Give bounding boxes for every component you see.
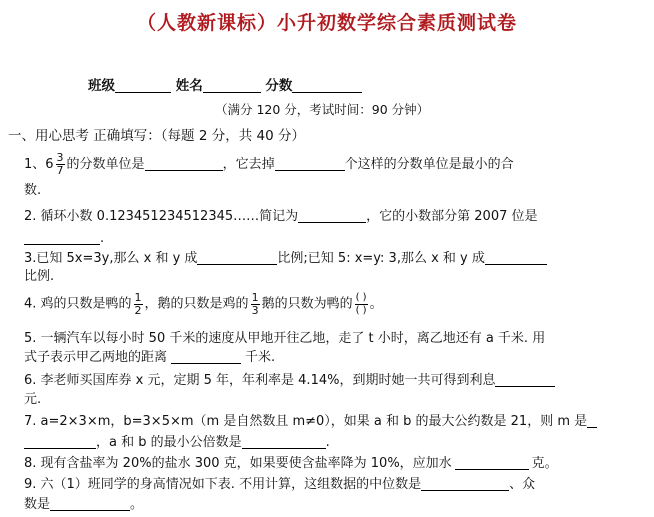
q2-text-c: . bbox=[100, 231, 105, 246]
q6-text-a: 6. 李老师买国库券 x 元，定期 5 年，年利率是 4.14%，到期时她一共可得到利息 bbox=[24, 373, 496, 388]
q5-text-c: 千米. bbox=[245, 350, 276, 365]
question-2 bbox=[24, 208, 538, 226]
name-blank bbox=[203, 77, 261, 93]
q7-blank-1-cont bbox=[24, 434, 96, 449]
q6-blank bbox=[495, 372, 555, 387]
q9-text-d: 。 bbox=[130, 497, 144, 512]
question-1-cont: 数. bbox=[24, 183, 42, 198]
q1-blank-1 bbox=[145, 156, 223, 171]
q9-blank-1 bbox=[421, 476, 509, 491]
question-2-cont bbox=[24, 230, 104, 248]
page-title: （人教新课标）小升初数学综合素质测试卷 bbox=[136, 12, 517, 34]
q4-text-b: ，鹅的只数是鸡的 bbox=[144, 296, 249, 312]
q2-blank-2 bbox=[24, 230, 100, 245]
q4-fraction-2-denominator: 3 bbox=[251, 304, 259, 317]
question-3 bbox=[24, 250, 547, 268]
q4-fraction-1-numerator: 1 bbox=[134, 291, 142, 304]
q4-fraction-blank-numerator: ( ) bbox=[355, 292, 367, 303]
name-label: 姓名 bbox=[175, 78, 203, 94]
q4-fraction-1 bbox=[134, 292, 143, 317]
q8-blank bbox=[455, 455, 529, 470]
class-blank bbox=[115, 77, 171, 93]
q4-text-d: 。 bbox=[369, 296, 383, 312]
q4-text-c: 鹅的只数为鸭的 bbox=[261, 296, 353, 312]
question-1 bbox=[24, 152, 514, 177]
q4-fraction-2-numerator: 1 bbox=[251, 291, 259, 304]
q3-blank-1 bbox=[197, 250, 277, 265]
question-3-cont: 比例. bbox=[24, 269, 55, 284]
q1-text-c: 个这样的分数单位是最小的合 bbox=[344, 157, 514, 172]
score-blank bbox=[292, 77, 362, 93]
q1-text-b: ，它去掉 bbox=[222, 157, 275, 172]
q2-text-b: ，它的小数部分第 2007 位是 bbox=[366, 209, 538, 224]
q9-text-a: 9. 六（1）班同学的身高情况如下表. 不用计算，这组数据的中位数是 bbox=[24, 477, 422, 492]
question-7 bbox=[24, 413, 597, 431]
student-info-line bbox=[88, 74, 362, 94]
q3-text-a: 3.已知 5x=3y,那么 x 和 y 成 bbox=[24, 251, 198, 266]
q2-blank-1 bbox=[298, 208, 366, 223]
q8-text-b: 克。 bbox=[531, 456, 558, 471]
q4-fraction-1-denominator: 2 bbox=[134, 304, 142, 317]
question-5: 5. 一辆汽车以每小时 50 千米的速度从甲地开往乙地，走了 t 小时，离乙地还有 a 千米. 用 bbox=[24, 331, 546, 346]
exam-subtitle: （满分 120 分，考试时间：90 分钟） bbox=[215, 102, 430, 117]
q3-blank-2 bbox=[485, 250, 547, 265]
q1-fraction bbox=[56, 152, 65, 177]
q4-fraction-blank bbox=[355, 292, 368, 317]
section-heading: 一、用心思考 正确填写：（每题 2 分，共 40 分） bbox=[8, 128, 305, 144]
question-5-cont bbox=[24, 349, 275, 367]
question-7-cont bbox=[24, 434, 330, 452]
q1-prefix: 1、6 bbox=[24, 156, 54, 172]
q7-text-a: 7. a=2×3×m，b=3×5×m（m 是自然数且 m≠0），如果 a 和 b 的最大公约数是 21，则 m 是 bbox=[24, 414, 588, 429]
question-9 bbox=[24, 476, 535, 494]
q7-blank-1 bbox=[587, 413, 597, 428]
question-6-cont: 元. bbox=[24, 392, 42, 407]
question-6 bbox=[24, 372, 555, 390]
question-8 bbox=[24, 455, 558, 473]
q7-text-b: ，a 和 b 的最小公倍数是 bbox=[96, 435, 242, 450]
q9-text-c: 数是 bbox=[24, 497, 51, 512]
q7-text-c: . bbox=[325, 435, 330, 450]
q5-blank bbox=[171, 349, 241, 364]
q4-fraction-2 bbox=[251, 292, 260, 317]
q1-fraction-denominator: 7 bbox=[56, 164, 64, 177]
q1-blank-2 bbox=[275, 156, 345, 171]
q9-text-b: 、众 bbox=[509, 477, 536, 492]
q5-text-b: 式子表示甲乙两地的距离 bbox=[24, 350, 168, 365]
q3-text-b: 比例;已知 5: x=y: 3,那么 x 和 y 成 bbox=[277, 251, 485, 266]
q7-blank-2 bbox=[242, 434, 326, 449]
question-4 bbox=[24, 292, 383, 317]
q4-fraction-blank-denominator: ( ) bbox=[355, 305, 367, 316]
q2-text-a: 2. 循环小数 0.123451234512345……简记为 bbox=[24, 209, 299, 224]
class-label: 班级 bbox=[88, 78, 115, 94]
q4-text-a: 4. 鸡的只数是鸭的 bbox=[24, 296, 132, 312]
q1-fraction-numerator: 3 bbox=[56, 151, 64, 164]
q1-text-a: 的分数单位是 bbox=[66, 157, 145, 172]
score-label: 分数 bbox=[265, 78, 293, 94]
q8-text-a: 8. 现有含盐率为 20%的盐水 300 克，如果要使含盐率降为 10%，应加水 bbox=[24, 456, 452, 471]
q9-blank-2 bbox=[50, 496, 130, 511]
question-9-cont bbox=[24, 496, 143, 514]
